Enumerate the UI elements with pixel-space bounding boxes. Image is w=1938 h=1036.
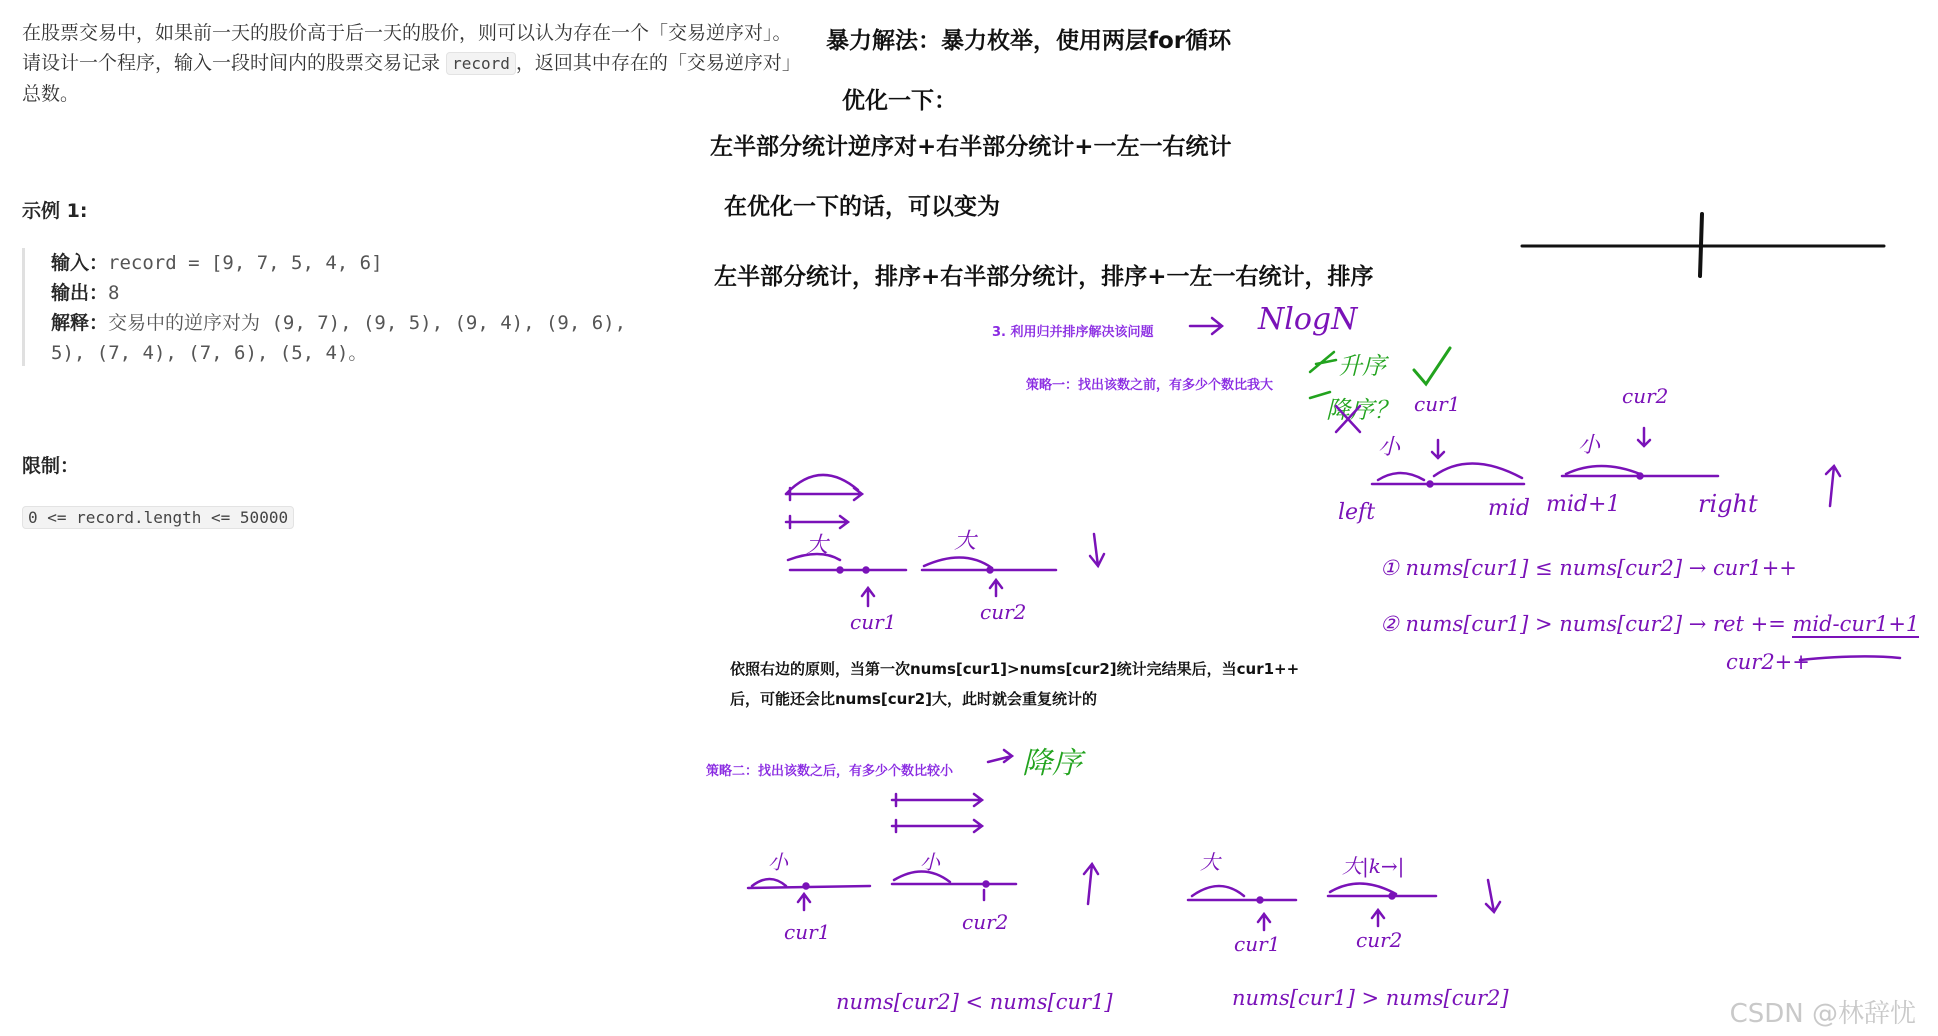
compare-left: nums[cur2] < nums[cur1] — [836, 990, 1113, 1014]
watermark: CSDN @林辞忧 — [1729, 999, 1916, 1029]
optimize-note: 优化一下： — [842, 88, 957, 114]
input-label: 输入： — [51, 252, 109, 274]
explain-label: 解释： — [51, 312, 109, 334]
green-arrow-icon-2 — [1310, 392, 1330, 398]
rule-two-a: ② nums[cur1] > nums[cur2] → ret += — [1380, 612, 1793, 636]
label-cur2-a: cur2 — [980, 600, 1027, 624]
example-explain-2: 5), (7, 4), (7, 6), (5, 4)。 — [51, 342, 368, 364]
label-cur2-b: cur2 — [962, 910, 1009, 934]
input-value: record = [9, 7, 5, 4, 6] — [108, 252, 383, 274]
label-cur2-c: cur2 — [1356, 928, 1403, 952]
duplicate-explain-1: 依照右边的原则，当第一次nums[cur1]>nums[cur2]统计完结果后，当cur1++ — [730, 660, 1300, 678]
label-cur1-c: cur1 — [1234, 932, 1281, 956]
strategy-two-diagram — [748, 794, 1098, 910]
label-mid-plus: mid+1 — [1546, 492, 1621, 517]
descending-question-note: 降序？ — [1326, 396, 1398, 424]
record-code: record — [446, 52, 516, 75]
rule-one: ① nums[cur1] ≤ nums[cur2] → cur1++ — [1380, 556, 1797, 580]
label-small-top-2: 小 — [1578, 433, 1601, 458]
label-big-2: 大 — [954, 529, 977, 554]
output-label: 输出： — [51, 282, 109, 304]
strategy-one-diagram — [786, 475, 1104, 606]
green-arrow-icon — [1310, 352, 1336, 372]
label-small-b1: 小 — [768, 850, 788, 874]
halves-note: 左半部分统计逆序对+右半部分统计+一左一右统计 — [710, 134, 1232, 160]
strategy-two-note: 策略二：找出该数之后，有多少个数比较小 — [706, 764, 954, 779]
check-icon — [1414, 348, 1450, 384]
label-cur1-b: cur1 — [784, 920, 831, 944]
arrow-icon — [1190, 318, 1222, 334]
arrow-icon-2 — [988, 750, 1012, 762]
label-big-k: 大|k→| — [1342, 854, 1405, 878]
further-note: 在优化一下的话，可以变为 — [724, 194, 1000, 220]
label-cur1-top: cur1 — [1414, 392, 1461, 416]
limit-code: 0 <= record.length <= 50000 — [22, 506, 294, 529]
problem-text-2: ，返回其中存在的「交易逆序对」总数。 — [22, 52, 792, 105]
rule-two-c: cur2++ — [1726, 650, 1810, 674]
ascending-note: 升序 — [1338, 352, 1386, 380]
black-line-vertical — [1700, 214, 1702, 276]
nlogn-note: NlogN — [1258, 302, 1358, 337]
problem-text-1: 在股票交易中，如果前一天的股价高于后一天的股价，则可以认为存在一个「交易逆序对」。请设计一个程序，输入一段时间内的股票交易记录 — [22, 22, 792, 74]
label-left: left — [1338, 500, 1376, 525]
compare-right: nums[cur1] > nums[cur2] — [1232, 986, 1509, 1010]
rule-two-b: mid-cur1+1 — [1792, 612, 1920, 636]
label-right: right — [1698, 490, 1758, 518]
sorted-halves-note: 左半部分统计，排序+右半部分统计，排序+一左一右统计，排序 — [714, 264, 1374, 290]
label-cur2-top: cur2 — [1622, 384, 1669, 408]
cross-icon — [1336, 406, 1360, 432]
label-big-1: 大 — [806, 533, 829, 558]
duplicate-explain-2: 后，可能还会比nums[cur2]大，此时就会重复统计的 — [730, 690, 1098, 708]
output-value: 8 — [108, 282, 120, 304]
label-cur1-a: cur1 — [850, 610, 897, 634]
descending-note: 降序 — [1022, 746, 1082, 781]
example-heading: 示例 1: — [22, 200, 88, 222]
brute-force-note: 暴力解法：暴力枚举，使用两层for循环 — [826, 28, 1232, 54]
descending-diagram — [1188, 880, 1500, 930]
explain-value-1: 交易中的逆序对为 (9, 7), (9, 5), (9, 4), (9, 6), — [108, 312, 627, 334]
label-small-b2: 小 — [920, 850, 940, 874]
merge-sort-note: 3. 利用归并排序解决该问题 — [992, 325, 1154, 340]
label-mid: mid — [1488, 496, 1530, 521]
label-small-top: 小 — [1378, 435, 1401, 460]
merge-range-diagram — [1372, 428, 1900, 660]
label-big-b1: 大 — [1200, 850, 1220, 874]
limits-heading: 限制： — [22, 455, 80, 477]
strategy-one-note: 策略一：找出该数之前，有多少个数比我大 — [1026, 378, 1274, 393]
